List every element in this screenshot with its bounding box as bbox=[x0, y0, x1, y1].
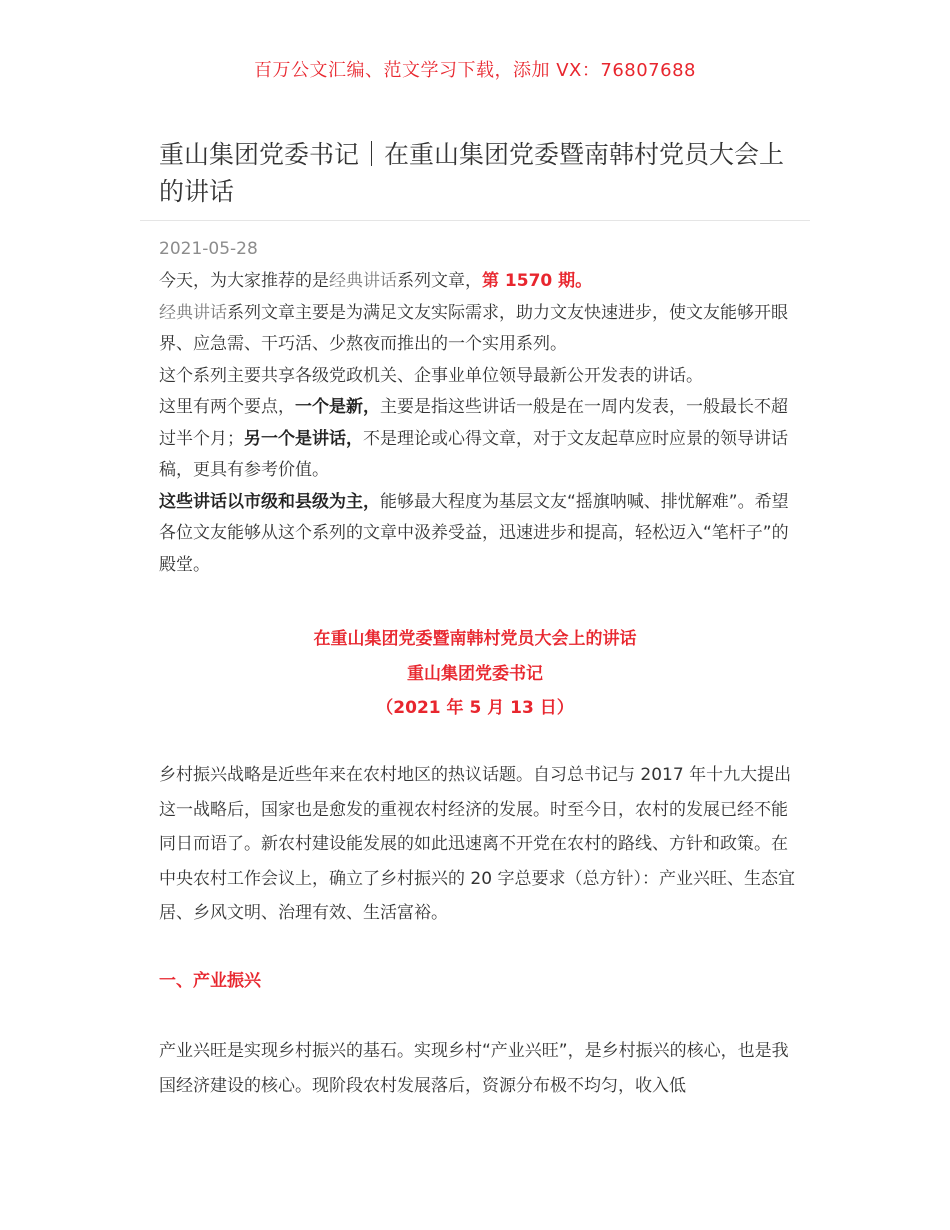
issue-number: 第 1570 期。 bbox=[482, 271, 593, 291]
article-title: 重山集团党委书记｜在重山集团党委暨南韩村党员大会上的讲话 bbox=[159, 140, 785, 206]
series-name-2: 经典讲话 bbox=[159, 302, 227, 323]
intro-paragraph-4: 这里有两个要点，一个是新，主要是指这些讲话一般是在一周内发表，一般最长不超过半个月；另一个是讲话，不是理论或心得文章，对于文友起草应时应景的领导讲话稿，更具有参考价值。 bbox=[159, 397, 788, 480]
intro-section bbox=[159, 266, 795, 581]
body-paragraph-1: 乡村振兴战略是近些年来在农村地区的热议话题。自习总书记与 2017 年十九大提出这一战略后，国家也是愈发的重视农村经济的发展。时至今日，农村的发展已经不能同日而语了。新农村建设能发展的如此迅速离不开党在农村的路线、方针和政策。在中央农村工作会议上，确立了乡村振兴的 20 字总要求（总方针）：产业兴旺、生态宜居、乡风文明、治理有效、生活富裕。 bbox=[159, 765, 795, 923]
intro-paragraph-5: 这些讲话以市级和县级为主，能够最大程度为基层文友“摇旗呐喊、排忧解难”。希望各位文友能够从这个系列的文章中汲养受益，迅速进步和提高，轻松迈入“笔杆子”的殿堂。 bbox=[159, 491, 789, 575]
speech-speaker: 重山集团党委书记 bbox=[407, 663, 543, 684]
title-divider bbox=[140, 220, 810, 221]
intro-paragraph-2: 经典讲话系列文章主要是为满足文友实际需求，助力文友快速进步，使文友能够开眼界、应急需、干巧活、少熬夜而推出的一个实用系列。 bbox=[159, 302, 788, 354]
promo-banner: 百万公文汇编、范文学习下载，添加 VX：76807688 bbox=[254, 60, 696, 81]
intro-line-1: 今天，为大家推荐的是经典讲话系列文章，第 1570 期。 bbox=[159, 271, 593, 291]
intro-paragraph-3: 这个系列主要共享各级党政机关、企事业单位领导最新公开发表的讲话。 bbox=[159, 365, 703, 386]
speech-heading: 在重山集团党委暨南韩村党员大会上的讲话 bbox=[313, 629, 637, 649]
speech-date: （2021 年 5 月 13 日） bbox=[376, 698, 574, 718]
publish-date: 2021-05-28 bbox=[159, 239, 258, 259]
body-paragraph-2: 产业兴旺是实现乡村振兴的基石。实现乡村“产业兴旺”，是乡村振兴的核心，也是我国经济建设的核心。现阶段农村发展落后，资源分布极不均匀，收入低 bbox=[159, 1041, 789, 1096]
series-name: 经典讲话 bbox=[329, 271, 397, 291]
section-heading-1: 一、产业振兴 bbox=[159, 971, 261, 991]
speech-header bbox=[0, 622, 950, 726]
